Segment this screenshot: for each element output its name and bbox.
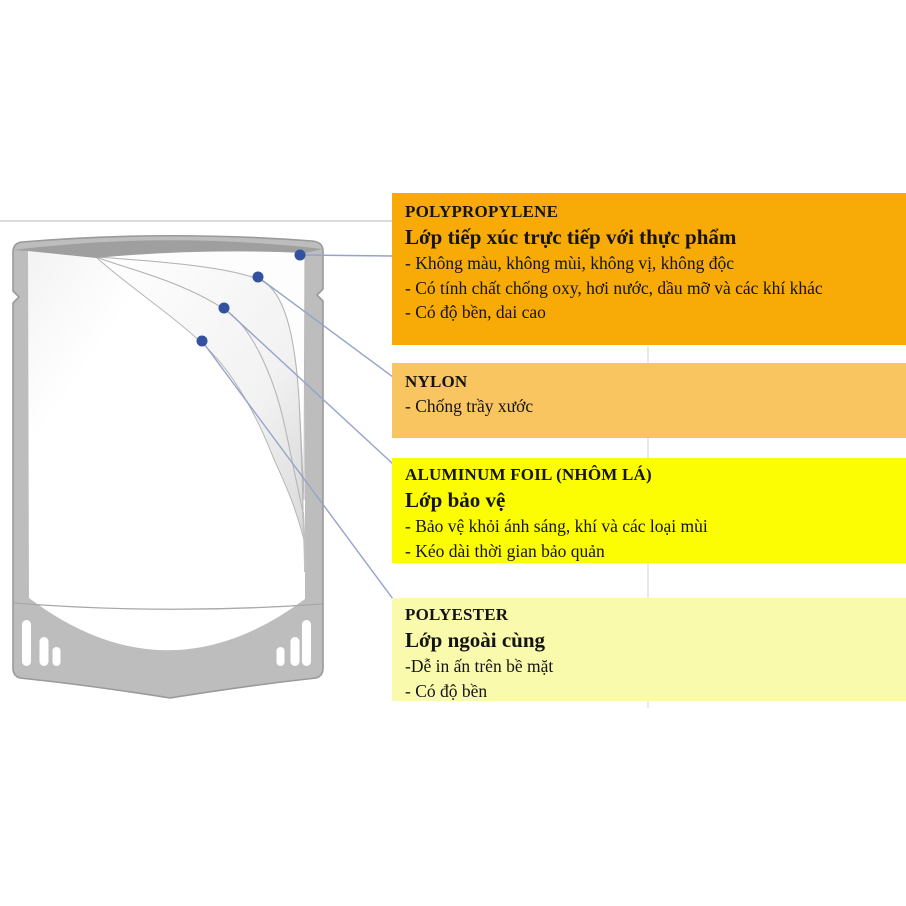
layer-card-bullet: - Bảo vệ khỏi ánh sáng, khí và các loại mùi (405, 516, 708, 536)
layer-marker-dot-nylon (253, 272, 264, 283)
layer-marker-dot-polyester (197, 336, 208, 347)
connector-line-polypropylene (300, 255, 393, 256)
layer-card-nylon (392, 363, 906, 438)
layer-card-subtitle: Lớp tiếp xúc trực tiếp với thực phẩm (405, 225, 737, 249)
gusset-slot (277, 647, 285, 666)
gusset-slot (22, 620, 31, 666)
gusset-slot (302, 620, 311, 666)
layer-card-bullet: - Kéo dài thời gian bảo quản (405, 540, 605, 561)
gusset-slot (53, 647, 61, 666)
layer-marker-dot-polypropylene (295, 250, 306, 261)
layer-card-bullet: - Có độ bền (405, 680, 488, 701)
layer-card-bullet: - Có độ bền, dai cao (405, 302, 546, 322)
layer-card-aluminum-foil (392, 458, 906, 563)
layer-card-bullet: - Không màu, không mùi, không vị, không độc (405, 253, 735, 273)
layer-card-title: NYLON (405, 372, 468, 391)
layer-card-polypropylene (392, 193, 906, 345)
layer-marker-dot-aluminum (219, 303, 230, 314)
layer-card-title: POLYESTER (405, 605, 509, 624)
layer-card-bullet: -Dễ in ấn trên bề mặt (405, 656, 554, 676)
layer-card-subtitle: Lớp bảo vệ (405, 488, 506, 512)
layer-card-subtitle: Lớp ngoài cùng (405, 628, 546, 652)
layer-card-title: ALUMINUM FOIL (NHÔM LÁ) (405, 465, 652, 484)
layer-card-polyester (392, 598, 906, 701)
layer-card-bullet: - Chống trầy xước (405, 396, 534, 416)
layer-card-bullet: - Có tính chất chống oxy, hơi nước, dầu mỡ và các khí khác (405, 277, 823, 298)
gusset-slot (291, 637, 300, 666)
layer-card-title: POLYPROPYLENE (405, 202, 559, 221)
gusset-slot (40, 637, 49, 666)
